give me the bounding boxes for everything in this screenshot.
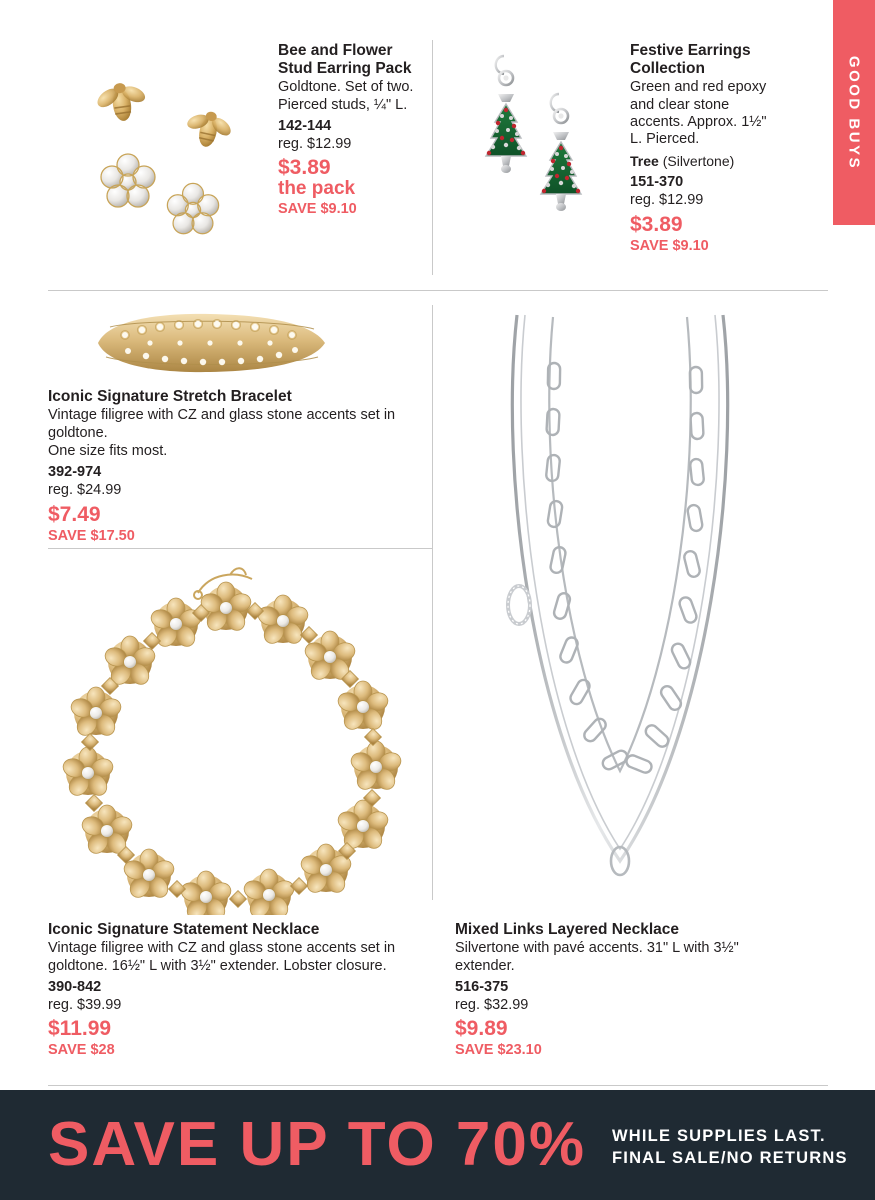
product-description: Green and red epoxy and clear stone accents. Approx. 1½" L. Pierced.	[630, 79, 767, 148]
divider-horizontal-upper	[48, 290, 828, 291]
promo-headline: SAVE UP TO 70%	[48, 1110, 586, 1179]
product-sale-price: $11.99	[48, 1017, 112, 1041]
product-regular-price: reg. $12.99	[630, 192, 704, 209]
product-description: Vintage filigree with CZ and glass stone accents set in goldtone.	[48, 407, 396, 441]
product-regular-price: reg. $24.99	[48, 482, 122, 499]
product-title: Bee and Flower Stud Earring Pack	[278, 42, 412, 78]
product-sale-price: $3.89	[278, 156, 331, 180]
promo-terms	[612, 1125, 848, 1170]
divider-vertical-top	[432, 40, 433, 275]
product-description-secondary: One size fits most.	[48, 442, 168, 459]
product-title: Festive Earrings Collection	[630, 42, 751, 78]
product-savings: SAVE $9.10	[630, 237, 709, 254]
product-image-mixed-links-necklace	[455, 305, 785, 905]
product-sku: 392-974	[48, 464, 102, 481]
product-info-festive-earrings	[630, 42, 780, 255]
product-variant	[630, 153, 780, 171]
promo-terms-line-1: WHILE SUPPLIES LAST.	[612, 1126, 826, 1145]
promo-terms-line-2: FINAL SALE/NO RETURNS	[612, 1149, 848, 1167]
silvertone-mixed-links-layered-necklace-photo	[455, 305, 785, 905]
product-title: Iconic Signature Stretch Bracelet	[48, 388, 292, 405]
product-title: Mixed Links Layered Necklace	[455, 921, 680, 938]
bee-and-flower-stud-earrings-photo	[60, 70, 270, 260]
goldtone-stretch-bracelet-photo	[80, 305, 350, 380]
product-variant-detail: (Silvertone)	[662, 152, 735, 169]
product-sale-price: $9.89	[455, 1017, 508, 1041]
product-sku: 516-375	[455, 978, 509, 995]
divider-vertical-middle	[432, 305, 433, 900]
product-savings: SAVE $23.10	[455, 1042, 542, 1059]
product-info-mixed-links-necklace	[455, 921, 785, 1059]
product-regular-price: reg. $32.99	[455, 997, 529, 1014]
product-image-bee-and-flower	[60, 70, 270, 260]
product-info-stretch-bracelet	[48, 388, 428, 545]
promo-banner	[0, 1090, 875, 1200]
product-sale-price: $7.49	[48, 502, 101, 526]
product-savings: SAVE $17.50	[48, 527, 135, 544]
product-image-stretch-bracelet	[80, 305, 350, 380]
good-buys-side-tab-label: GOOD BUYS	[845, 55, 863, 170]
product-info-statement-necklace	[48, 921, 428, 1059]
product-savings: SAVE $9.10	[278, 201, 357, 218]
festive-christmas-tree-earrings-photo	[455, 40, 625, 270]
product-description: Goldtone. Set of two. Pierced studs, ¼" L.	[278, 79, 414, 113]
product-sku: 151-370	[630, 174, 684, 191]
product-sku: 142-144	[278, 118, 332, 135]
product-sku: 390-842	[48, 978, 102, 995]
good-buys-side-tab	[833, 0, 875, 225]
divider-horizontal-lower	[48, 1085, 828, 1086]
product-sale-qualifier: the pack	[278, 178, 356, 200]
product-image-festive-earrings	[455, 40, 625, 270]
product-description: Silvertone with pavé accents. 31" L with 3½" extender.	[455, 940, 739, 974]
goldtone-floral-statement-necklace-photo	[30, 545, 430, 915]
product-description: Vintage filigree with CZ and glass stone accents set in goldtone. 16½" L with 3½" extender. Lobster closure.	[48, 940, 396, 974]
product-savings: SAVE $28	[48, 1042, 115, 1059]
product-title: Iconic Signature Statement Necklace	[48, 921, 320, 938]
product-regular-price: reg. $12.99	[278, 136, 352, 153]
product-sale-price: $3.89	[630, 212, 683, 236]
product-variant-label: Tree	[630, 152, 659, 169]
product-regular-price: reg. $39.99	[48, 997, 122, 1014]
product-info-bee-and-flower	[278, 42, 418, 218]
product-image-statement-necklace	[30, 545, 430, 915]
